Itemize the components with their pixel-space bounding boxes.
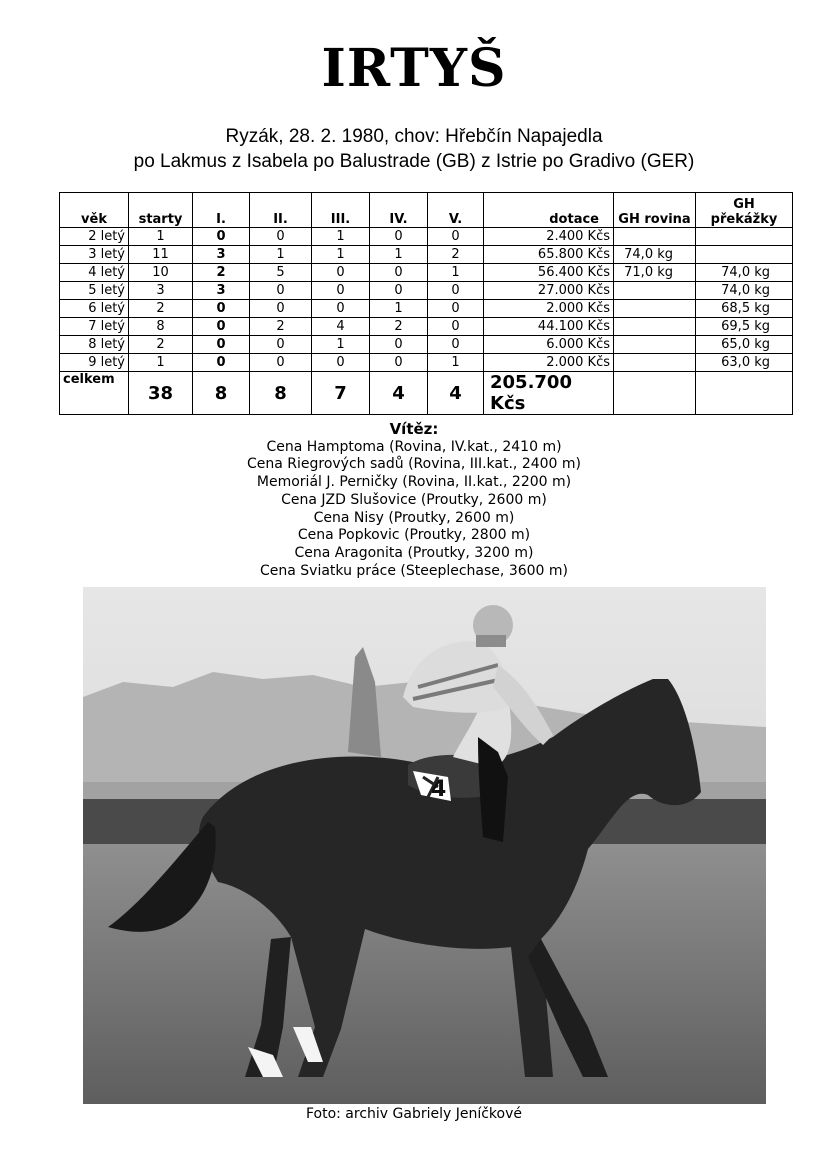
race-stats-table bbox=[59, 192, 793, 415]
cell-prize: 6.000 Kčs bbox=[484, 336, 614, 354]
col-header-gh-jumps: GH překážky bbox=[696, 193, 793, 228]
cell-fifth: 0 bbox=[428, 318, 484, 336]
col-header-second: II. bbox=[250, 193, 312, 228]
victory-list bbox=[0, 439, 828, 581]
col-header-third: III. bbox=[312, 193, 370, 228]
total-prize: 205.700 Kčs bbox=[484, 372, 614, 415]
cell-gh-jumps: 65,0 kg bbox=[696, 336, 793, 354]
total-row bbox=[60, 372, 793, 415]
col-header-starts: starty bbox=[129, 193, 193, 228]
total-fourth: 4 bbox=[370, 372, 428, 415]
cell-prize: 2.400 Kčs bbox=[484, 228, 614, 246]
victory-item: Cena Aragonita (Proutky, 3200 m) bbox=[294, 544, 534, 561]
cell-gh-flat bbox=[614, 282, 696, 300]
cell-age: 3 letý bbox=[60, 246, 129, 264]
table-row bbox=[60, 264, 793, 282]
cell-first: 0 bbox=[193, 354, 250, 372]
total-fifth: 4 bbox=[428, 372, 484, 415]
table-row bbox=[60, 282, 793, 300]
cell-age: 8 letý bbox=[60, 336, 129, 354]
cell-age: 9 letý bbox=[60, 354, 129, 372]
cell-fourth: 1 bbox=[370, 246, 428, 264]
victory-item: Cena Popkovic (Proutky, 2800 m) bbox=[297, 527, 531, 544]
cell-first: 2 bbox=[193, 264, 250, 282]
cell-starts: 8 bbox=[129, 318, 193, 336]
total-third: 7 bbox=[312, 372, 370, 415]
victory-item: Memoriál J. Perničky (Rovina, II.kat., 2200 m) bbox=[256, 474, 572, 491]
cell-gh-jumps bbox=[696, 228, 793, 246]
cell-age: 6 letý bbox=[60, 300, 129, 318]
cell-second: 1 bbox=[250, 246, 312, 264]
cell-gh-jumps: 74,0 kg bbox=[696, 282, 793, 300]
cell-first: 3 bbox=[193, 282, 250, 300]
cell-gh-jumps: 63,0 kg bbox=[696, 354, 793, 372]
cell-starts: 2 bbox=[129, 336, 193, 354]
victory-item: Cena JZD Slušovice (Proutky, 2600 m) bbox=[281, 491, 547, 508]
cell-prize: 44.100 Kčs bbox=[484, 318, 614, 336]
cell-fifth: 0 bbox=[428, 300, 484, 318]
cell-second: 2 bbox=[250, 318, 312, 336]
cell-fourth: 2 bbox=[370, 318, 428, 336]
table-header-row bbox=[60, 193, 793, 228]
cell-first: 0 bbox=[193, 228, 250, 246]
cell-prize: 27.000 Kčs bbox=[484, 282, 614, 300]
cell-gh-jumps: 69,5 kg bbox=[696, 318, 793, 336]
total-second: 8 bbox=[250, 372, 312, 415]
total-empty-cell bbox=[696, 372, 793, 415]
cell-second: 0 bbox=[250, 282, 312, 300]
cell-third: 0 bbox=[312, 300, 370, 318]
victories-heading: Vítěz: bbox=[389, 420, 439, 438]
total-empty-cell bbox=[614, 372, 696, 415]
col-header-prize: dotace bbox=[484, 193, 614, 228]
cell-first: 3 bbox=[193, 246, 250, 264]
table-row bbox=[60, 300, 793, 318]
cell-gh-flat bbox=[614, 300, 696, 318]
cell-prize: 65.800 Kčs bbox=[484, 246, 614, 264]
cell-gh-flat bbox=[614, 336, 696, 354]
cell-first: 0 bbox=[193, 336, 250, 354]
col-header-gh-flat: GH rovina bbox=[614, 193, 696, 228]
cell-fourth: 0 bbox=[370, 282, 428, 300]
cell-third: 4 bbox=[312, 318, 370, 336]
table-body bbox=[60, 228, 793, 372]
total-first: 8 bbox=[193, 372, 250, 415]
table-row bbox=[60, 246, 793, 264]
cell-third: 1 bbox=[312, 336, 370, 354]
cell-fourth: 0 bbox=[370, 264, 428, 282]
col-header-fifth: V. bbox=[428, 193, 484, 228]
cell-prize: 56.400 Kčs bbox=[484, 264, 614, 282]
cell-gh-jumps: 74,0 kg bbox=[696, 264, 793, 282]
victory-item: Cena Riegrových sadů (Rovina, III.kat., 2400 m) bbox=[246, 456, 582, 473]
saddle-number: 4 bbox=[431, 777, 447, 802]
victories-section bbox=[0, 421, 828, 580]
cell-fourth: 0 bbox=[370, 336, 428, 354]
cell-first: 0 bbox=[193, 318, 250, 336]
page-title: IRTYŠ bbox=[321, 38, 507, 99]
cell-second: 0 bbox=[250, 300, 312, 318]
cell-age: 5 letý bbox=[60, 282, 129, 300]
cell-first: 0 bbox=[193, 300, 250, 318]
cell-second: 5 bbox=[250, 264, 312, 282]
cell-second: 0 bbox=[250, 228, 312, 246]
cell-starts: 11 bbox=[129, 246, 193, 264]
cell-fourth: 0 bbox=[370, 354, 428, 372]
col-header-fourth: IV. bbox=[370, 193, 428, 228]
cell-fifth: 1 bbox=[428, 264, 484, 282]
cell-starts: 3 bbox=[129, 282, 193, 300]
cell-fifth: 0 bbox=[428, 336, 484, 354]
cell-fifth: 0 bbox=[428, 282, 484, 300]
col-header-first: I. bbox=[193, 193, 250, 228]
cell-gh-jumps: 68,5 kg bbox=[696, 300, 793, 318]
photo-caption: Foto: archiv Gabriely Jeníčkové bbox=[305, 1106, 523, 1122]
cell-starts: 10 bbox=[129, 264, 193, 282]
pedigree: po Lakmus z Isabela po Balustrade (GB) z Istrie po Gradivo (GER) bbox=[133, 151, 695, 172]
cell-age: 7 letý bbox=[60, 318, 129, 336]
cell-second: 0 bbox=[250, 336, 312, 354]
cell-gh-flat bbox=[614, 318, 696, 336]
cell-gh-flat bbox=[614, 354, 696, 372]
col-header-age: věk bbox=[60, 193, 129, 228]
cell-starts: 1 bbox=[129, 354, 193, 372]
table-row bbox=[60, 228, 793, 246]
horse-photo bbox=[83, 587, 766, 1104]
cell-third: 0 bbox=[312, 354, 370, 372]
cell-third: 0 bbox=[312, 282, 370, 300]
cell-age: 2 letý bbox=[60, 228, 129, 246]
cell-gh-flat bbox=[614, 228, 696, 246]
cell-fifth: 0 bbox=[428, 228, 484, 246]
cell-second: 0 bbox=[250, 354, 312, 372]
cell-gh-jumps bbox=[696, 246, 793, 264]
cell-age: 4 letý bbox=[60, 264, 129, 282]
cell-fourth: 1 bbox=[370, 300, 428, 318]
horse-info: Ryzák, 28. 2. 1980, chov: Hřebčín Napajedla bbox=[225, 126, 603, 147]
total-label: celkem bbox=[60, 372, 129, 415]
victory-item: Cena Sviatku práce (Steeplechase, 3600 m) bbox=[260, 562, 568, 579]
table-row bbox=[60, 318, 793, 336]
cell-third: 1 bbox=[312, 246, 370, 264]
cell-gh-flat: 71,0 kg bbox=[614, 264, 696, 282]
table-row bbox=[60, 354, 793, 372]
cell-third: 0 bbox=[312, 264, 370, 282]
victory-item: Cena Nisy (Proutky, 2600 m) bbox=[313, 509, 515, 526]
cell-prize: 2.000 Kčs bbox=[484, 300, 614, 318]
cell-fourth: 0 bbox=[370, 228, 428, 246]
cell-third: 1 bbox=[312, 228, 370, 246]
cell-starts: 1 bbox=[129, 228, 193, 246]
table-row bbox=[60, 336, 793, 354]
total-starts: 38 bbox=[129, 372, 193, 415]
cell-starts: 2 bbox=[129, 300, 193, 318]
cell-gh-flat: 74,0 kg bbox=[614, 246, 696, 264]
cell-fifth: 1 bbox=[428, 354, 484, 372]
victory-item: Cena Hamptoma (Rovina, IV.kat., 2410 m) bbox=[266, 438, 562, 455]
cell-fifth: 2 bbox=[428, 246, 484, 264]
cell-prize: 2.000 Kčs bbox=[484, 354, 614, 372]
